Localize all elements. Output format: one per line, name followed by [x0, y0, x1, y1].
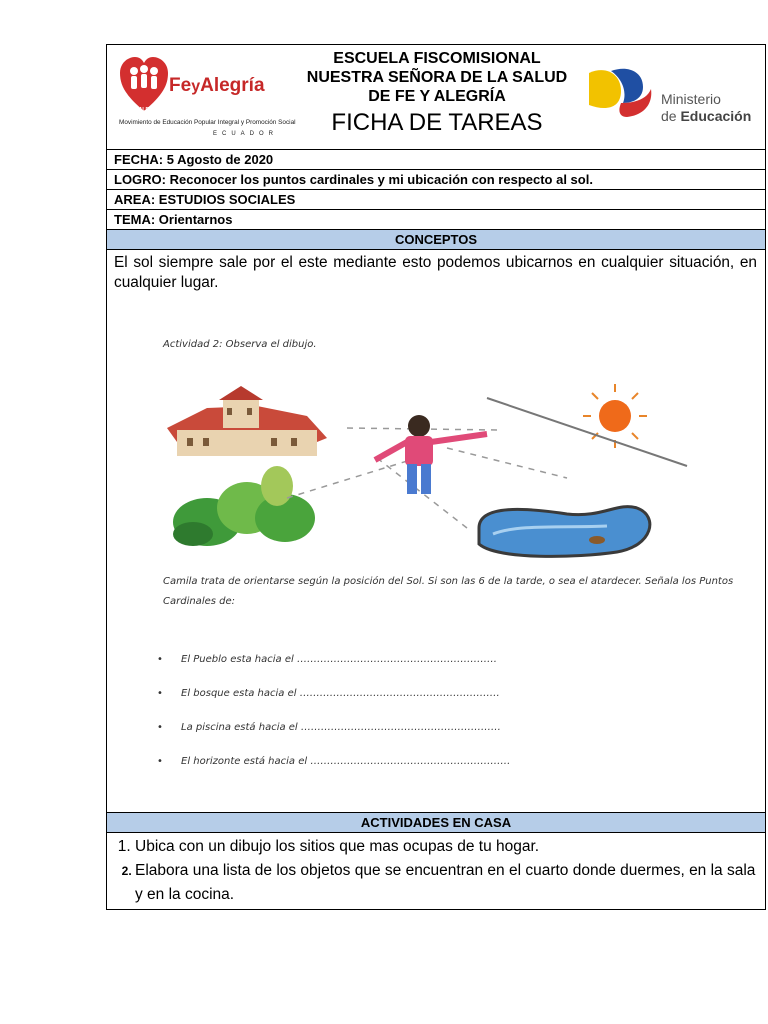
- activity-image: [107, 328, 765, 808]
- fya-name-y: y: [191, 78, 201, 95]
- bullet: •: [157, 688, 163, 699]
- blank-bosque: [157, 688, 500, 699]
- blank-pueblo: [157, 654, 497, 665]
- concept-text: El sol siempre sale por el este mediante esto podemos ubicarnos en cualquier situación, en cualquier lugar.: [114, 254, 757, 291]
- home-activity-1: 1. Ubica con un dibujo los sitios que mas ocupas de tu hogar.: [135, 835, 765, 859]
- town-illustration: [167, 386, 327, 456]
- sun-illustration: [583, 384, 647, 448]
- school-line-1: ESCUELA FISCOMISIONAL: [333, 50, 541, 67]
- orientation-drawing: [167, 368, 707, 558]
- ministerio-educacion-logo: [587, 61, 763, 131]
- home-activity-2: 2. Elabora una lista de los objetos que se encuentran en el cuarto donde duermes, en la sala y en la cocina.: [135, 859, 765, 907]
- badge-text: FE Y ALEGRIA: [126, 107, 162, 113]
- ministry-line-1: Ministerio: [661, 91, 721, 107]
- bullet: •: [157, 654, 163, 665]
- bullet: •: [157, 756, 163, 767]
- blank-text: El bosque esta hacia el ……………………………………………………: [181, 688, 500, 699]
- task-sheet: [106, 44, 766, 910]
- forest-illustration: [173, 466, 315, 546]
- concepts-section: [107, 250, 765, 813]
- topic-row: TEMA: Orientarnos: [107, 210, 765, 230]
- fe-y-alegria-logo: [113, 55, 296, 137]
- blank-text: El horizonte está hacia el ……………………………………………………: [181, 756, 511, 767]
- concepts-heading: CONCEPTOS: [107, 230, 765, 250]
- fe-y-alegria-name: [169, 75, 265, 97]
- fe-y-alegria-badge: [119, 103, 169, 113]
- blank-piscina: [157, 722, 501, 733]
- sheet-header: [107, 45, 765, 150]
- activity-title: Actividad 2: Observa el dibujo.: [163, 339, 317, 350]
- fya-subtitle: Movimiento de Educación Popular Integral y Promoción Social: [119, 119, 296, 126]
- home-activities-heading: ACTIVIDADES EN CASA: [107, 813, 765, 833]
- date-row: FECHA: 5 Agosto de 2020: [107, 150, 765, 170]
- activity-instruction: Camila trata de orientarse según la posición del Sol. Si son las 6 de la tarde, o sea el atardecer. Señala los Puntos Cardinales de:: [163, 576, 734, 607]
- school-line-2: NUESTRA SEÑORA DE LA SALUD: [306, 69, 568, 86]
- school-line-3: DE FE Y ALEGRÍA: [368, 88, 506, 105]
- ministry-line-2: [661, 108, 751, 124]
- blank-text: La piscina está hacia el ……………………………………………………: [181, 722, 501, 733]
- fya-name-fe: Fe: [169, 75, 192, 96]
- horizon-line: [487, 398, 687, 466]
- home-activities-list: [107, 833, 765, 909]
- sheet-title: FICHA DE TAREAS: [331, 109, 543, 136]
- goal-row: LOGRO: Reconocer los puntos cardinales y mi ubicación con respecto al sol.: [107, 170, 765, 190]
- ministry-line-2-prefix: de: [661, 108, 681, 124]
- fya-name-alegria: Alegría: [200, 75, 265, 96]
- pool-illustration: [479, 507, 650, 557]
- blank-horizonte: [157, 756, 511, 767]
- bullet: •: [157, 722, 163, 733]
- school-title: [287, 49, 587, 138]
- blank-text: El Pueblo esta hacia el ……………………………………………………: [181, 654, 497, 665]
- ministry-line-2-bold: Educación: [680, 108, 752, 124]
- area-row: AREA: ESTUDIOS SOCIALES: [107, 190, 765, 210]
- fya-country: ECUADOR: [213, 131, 279, 137]
- ministry-flag-icon: [587, 65, 655, 121]
